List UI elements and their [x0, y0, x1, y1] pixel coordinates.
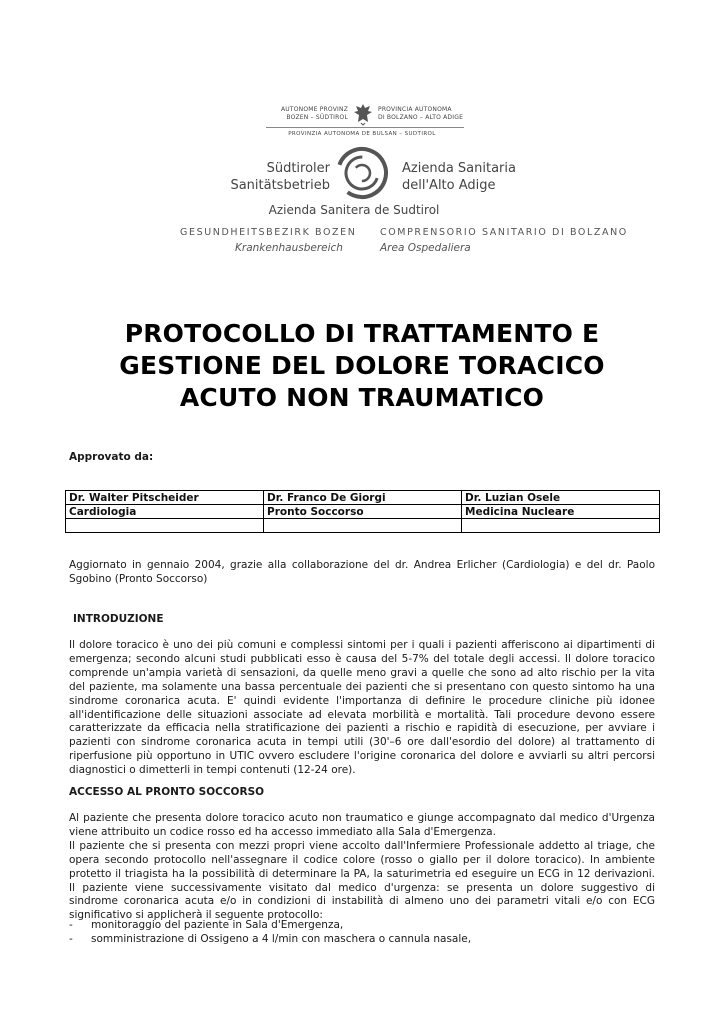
province-de: AUTONOME PROVINZ BOZEN – SÜDTIROL	[280, 106, 348, 121]
letterhead-organization	[0, 145, 724, 203]
province-lad: PROVINZIA AUTONOMA DE BULSAN – SUDTIROL	[288, 131, 436, 137]
signatory-department: Medicina Nucleare	[462, 505, 660, 519]
table-row	[66, 505, 660, 519]
org-it-line2: dell'Alto Adige	[402, 178, 496, 193]
access-heading: ACCESSO AL PRONTO SOCCORSO	[69, 786, 265, 798]
signatory-department: Pronto Soccorso	[264, 505, 462, 519]
signatory-department: Cardiologia	[66, 505, 264, 519]
signatories-table	[65, 490, 660, 533]
signature-cell	[462, 519, 660, 533]
access-paragraph-2: Il paziente che si presenta con mezzi propri viene accolto dall'Infermiere Professionale addetto al triage, che opera secondo protocollo nell'assegnare il codice colore (rosso o giallo per il dolore toracico). In ambiente protetto il triagista ha la possibilità di determinare la PA, la saturimetria ed eseguire un ECG in 12 derivazioni. Il paziente viene successivamente visitato dal medico d'urgenza: se presenta un dolore suggestivo di sindrome coronarica acuta e/o in condizioni di instabilità di almeno uno dei parametri vitali e/o con ECG significativo si applicherà il seguente protocollo:	[69, 839, 655, 922]
area-it: Area Ospedaliera	[380, 242, 471, 254]
updated-note: Aggiornato in gennaio 2004, grazie alla collaborazione del dr. Andrea Erlicher (Cardiologia) e del dr. Paolo Sgobino (Pronto Soccorso)	[69, 559, 655, 585]
eagle-crest-icon	[352, 102, 374, 126]
signature-cell	[264, 519, 462, 533]
intro-heading: INTRODUZIONE	[73, 613, 164, 625]
org-de-line2: Sanitätsbetrieb	[230, 178, 330, 193]
province-it: PROVINCIA AUTONOMA DI BOLZANO – ALTO ADIGE	[378, 106, 464, 121]
area-de: Krankenhausbereich	[235, 242, 343, 254]
list-item: - somministrazione di Ossigeno a 4 l/min con maschera o cannula nasale,	[69, 932, 472, 945]
protocol-list	[69, 919, 655, 947]
org-de-line1: Südtiroler	[266, 161, 330, 176]
district-it: COMPRENSORIO SANITARIO DI BOLZANO	[380, 227, 628, 238]
list-item: - monitoraggio del paziente in Sala d'Emergenza,	[69, 919, 344, 931]
bullet-marker: -	[69, 919, 73, 931]
signature-cell	[66, 519, 264, 533]
table-row	[66, 491, 660, 505]
approved-label: Approvato da:	[69, 451, 154, 463]
signatory-name: Dr. Luzian Osele	[462, 491, 660, 505]
org-lad: Azienda Sanitera de Sudtirol	[268, 203, 440, 217]
letterhead-rule	[266, 127, 464, 128]
signatory-name: Dr. Franco De Giorgi	[264, 491, 462, 505]
district-de: GESUNDHEITSBEZIRK BOZEN	[180, 227, 357, 238]
bullet-marker: -	[69, 932, 73, 945]
access-paragraphs	[69, 812, 655, 923]
signatory-name: Dr. Walter Pitscheider	[66, 491, 264, 505]
table-row-empty	[66, 519, 660, 533]
swirl-logo-icon	[334, 145, 390, 201]
org-it-line1: Azienda Sanitaria	[402, 161, 516, 176]
document-title: PROTOCOLLO DI TRATTAMENTO E GESTIONE DEL DOLORE TORACICO ACUTO NON TRAUMATICO	[119, 319, 605, 412]
letterhead-province	[0, 100, 724, 140]
intro-paragraph: Il dolore toracico è uno dei più comuni e complessi sintomi per i quali i pazienti afferiscono ai dipartimenti di emergenza; secondo alcuni studi pubblicati esso è causa del 5-7% del totale degli accessi. Il dolore toracico comprende un'ampia varietà di sensazioni, da quelle meno gravi a quelle che sono ad alto rischio per la vita del paziente, ma solamente una bassa percentuale dei pazienti che si presentano con questo sintomo ha una sindrome coronarica acuta. E' quindi evidente l'importanza di definire le procedure cliniche più idonee all'identificazione delle situazioni associate ad elevata morbilità e mortalità. Tali procedure devono essere caratterizzate da efficacia nella stratificazione dei pazienti a rischio e rapidità di esecuzione, per avviare i pazienti con sindrome coronarica acuta in tempi utili (30'–6 ore dall'esordio del dolore) al trattamento di riperfusione più opportuno in UTIC ovvero escludere l'origine coronarica del dolore e avviarli su altri percorsi diagnostici o dimetterli in tempi contenuti (12-24 ore).	[69, 639, 655, 777]
access-paragraph-1: Al paziente che presenta dolore toracico acuto non traumatico e giunge accompagnato dal medico d'Urgenza viene attribuito un codice rosso ed ha accesso immediato alla Sala d'Emergenza.	[69, 812, 655, 838]
